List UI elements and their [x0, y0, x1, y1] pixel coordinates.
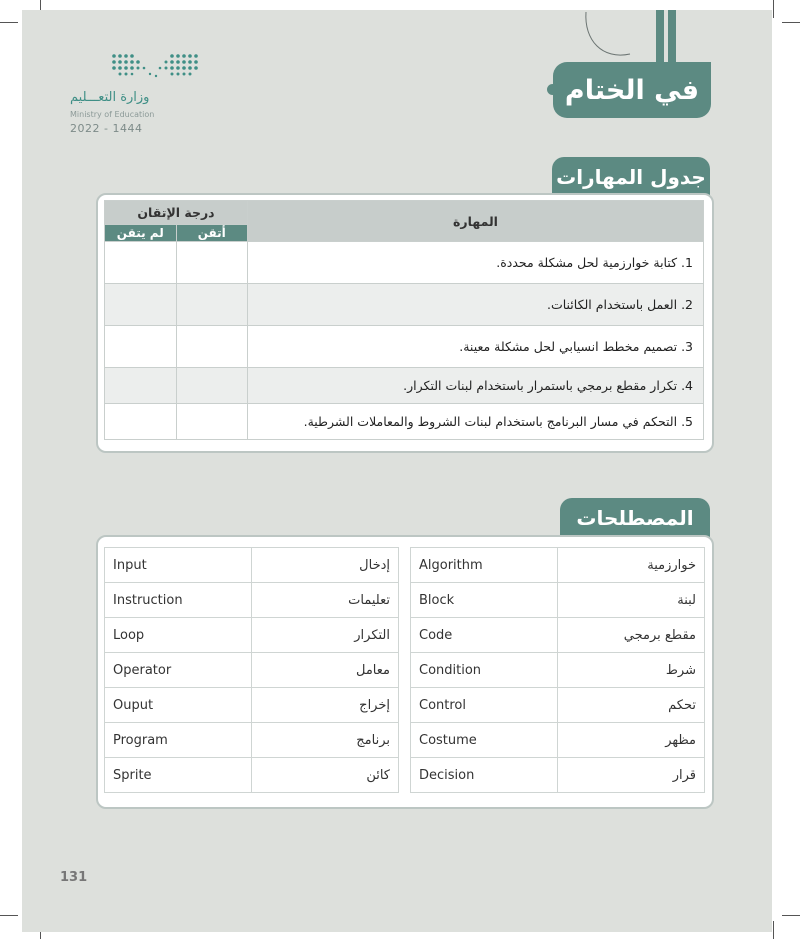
crop-mark	[782, 22, 800, 23]
skill-text: 5. التحكم في مسار البرنامج باستخدام لبنات الشروط والمعاملات الشرطية.	[248, 404, 704, 440]
term-english: Sprite	[105, 758, 252, 793]
skill-text: 2. العمل باستخدام الكائنات.	[248, 284, 704, 326]
ministry-name-english: Ministry of Education	[70, 110, 155, 119]
mastered-cell[interactable]	[176, 242, 248, 284]
terms-table-left	[104, 547, 399, 793]
term-row	[411, 618, 705, 653]
skill-text: 3. تصميم مخطط انسيابي لحل مشكلة معينة.	[248, 326, 704, 368]
term-row	[411, 548, 705, 583]
crop-mark	[782, 915, 800, 916]
skills-table	[104, 200, 704, 440]
term-english: Control	[411, 688, 558, 723]
badge-strap	[656, 10, 664, 64]
ministry-logo	[64, 52, 214, 142]
badge-strap	[668, 10, 676, 64]
not-mastered-cell[interactable]	[105, 368, 177, 404]
term-row	[105, 618, 399, 653]
mastered-header: أتقن	[176, 225, 248, 242]
table-row	[105, 284, 704, 326]
term-arabic: إخراج	[252, 688, 399, 723]
term-row	[105, 723, 399, 758]
mastered-cell[interactable]	[176, 404, 248, 440]
terms-section-title: المصطلحات	[560, 498, 710, 538]
term-arabic: قرار	[558, 758, 705, 793]
term-arabic: إدخال	[252, 548, 399, 583]
term-row	[105, 688, 399, 723]
terms-table-right	[410, 547, 705, 793]
term-english: Input	[105, 548, 252, 583]
skill-text: 1. كتابة خوارزمية لحل مشكلة محددة.	[248, 242, 704, 284]
table-row	[105, 242, 704, 284]
term-english: Condition	[411, 653, 558, 688]
term-english: Code	[411, 618, 558, 653]
page-number: 131	[60, 870, 88, 885]
table-row	[105, 326, 704, 368]
term-arabic: تحكم	[558, 688, 705, 723]
term-english: Operator	[105, 653, 252, 688]
term-row	[411, 758, 705, 793]
ending-badge	[553, 62, 711, 118]
term-arabic: كائن	[252, 758, 399, 793]
term-english: Block	[411, 583, 558, 618]
term-row	[411, 653, 705, 688]
term-row	[105, 758, 399, 793]
table-row	[105, 368, 704, 404]
term-english: Ouput	[105, 688, 252, 723]
crop-mark	[0, 915, 18, 916]
term-arabic: لبنة	[558, 583, 705, 618]
not-mastered-cell[interactable]	[105, 242, 177, 284]
mastered-cell[interactable]	[176, 368, 248, 404]
term-row	[105, 548, 399, 583]
term-english: Decision	[411, 758, 558, 793]
ministry-dots-icon	[110, 52, 202, 80]
term-arabic: تعليمات	[252, 583, 399, 618]
term-english: Costume	[411, 723, 558, 758]
crop-mark	[773, 0, 774, 18]
term-english: Instruction	[105, 583, 252, 618]
ministry-name-arabic: وزارة التعـــليم	[70, 90, 150, 105]
term-row	[105, 653, 399, 688]
crop-mark	[0, 22, 18, 23]
term-english: Program	[105, 723, 252, 758]
term-arabic: التكرار	[252, 618, 399, 653]
term-english: Algorithm	[411, 548, 558, 583]
term-english: Loop	[105, 618, 252, 653]
term-arabic: خوارزمية	[558, 548, 705, 583]
hanging-cord-icon	[582, 10, 642, 70]
not-mastered-cell[interactable]	[105, 284, 177, 326]
mastered-cell[interactable]	[176, 326, 248, 368]
mastery-header: درجة الإتقان	[105, 201, 248, 225]
crop-mark	[773, 921, 774, 939]
table-row	[105, 404, 704, 440]
edition-year: 2022 - 1444	[70, 122, 143, 135]
term-row	[411, 688, 705, 723]
not-mastered-cell[interactable]	[105, 404, 177, 440]
skill-header: المهارة	[248, 201, 704, 242]
term-arabic: برنامج	[252, 723, 399, 758]
mastered-cell[interactable]	[176, 284, 248, 326]
badge-dot-icon	[547, 84, 558, 95]
term-row	[411, 723, 705, 758]
skill-text: 4. تكرار مقطع برمجي باستمرار باستخدام لبنات التكرار.	[248, 368, 704, 404]
term-arabic: شرط	[558, 653, 705, 688]
term-row	[105, 583, 399, 618]
term-arabic: معامل	[252, 653, 399, 688]
skills-section-title: جدول المهارات	[552, 157, 710, 197]
not-mastered-header: لم يتقن	[105, 225, 177, 242]
term-arabic: مقطع برمجي	[558, 618, 705, 653]
term-row	[411, 583, 705, 618]
term-arabic: مظهر	[558, 723, 705, 758]
ending-title: في الختام	[564, 74, 700, 106]
not-mastered-cell[interactable]	[105, 326, 177, 368]
